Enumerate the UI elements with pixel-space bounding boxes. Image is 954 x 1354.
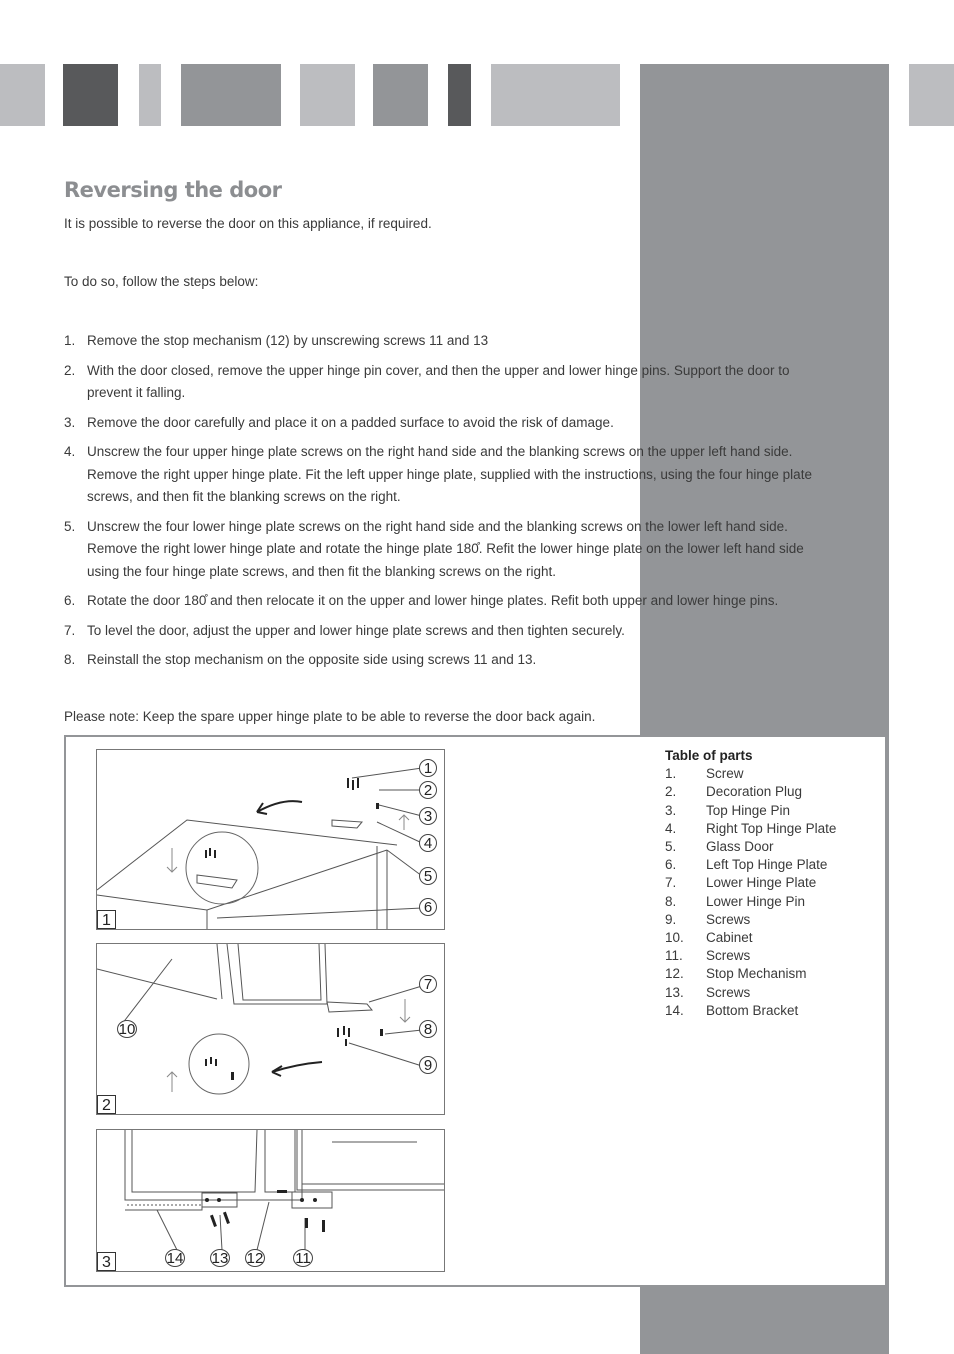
callout-2: 2 [419,781,437,799]
part-number: 14. [665,1002,684,1018]
intro-text: It is possible to reverse the door on this appliance, if required. [64,216,432,231]
step-item [64,516,834,584]
header-block [909,64,954,126]
parts-item [665,1002,836,1020]
callout-5: 5 [419,867,437,885]
callout-9: 9 [419,1056,437,1074]
top-hinge-drawing [97,750,445,930]
parts-item [665,929,836,947]
step-text: Unscrew the four upper hinge plate screws on the right hand side and the blanking screws on the upper left hand side. Remove the right upper hinge plate. Fit the left upper hinge plate, supplied with the instructions, using the four hinge plate screws, and then fit the blanking screws on the right. [87,444,812,504]
part-name: Cabinet [706,930,753,946]
part-name: Top Hinge Pin [706,802,791,818]
step-text: Remove the stop mechanism (12) by unscrewing screws 11 and 13 [87,333,489,348]
panel-number: 3 [97,1252,116,1271]
part-number: 8. [665,893,677,909]
parts-item [665,783,836,801]
step-item [64,620,834,643]
callout-1: 1 [419,759,437,777]
callout-14: 14 [166,1250,184,1267]
step-item [64,412,834,435]
part-name: Right Top Hinge Plate [706,820,837,836]
part-number: 10. [665,930,684,946]
steps-list [64,330,834,679]
parts-item [665,874,836,892]
step-number: 2. [64,362,76,378]
callout-12: 12 [246,1250,264,1267]
step-number: 1. [64,333,76,348]
part-name: Glass Door [706,839,774,855]
header-block [448,64,471,126]
figure-panel-3 [96,1129,445,1272]
step-text: Unscrew the four lower hinge plate screws on the right hand side and the blanking screws on the lower left hand side. Remove the right lower hinge plate and rotate the hinge plate 180̊. Refit the lower hinge plate on the lower left hand side using the four hinge plate screws, and then fit the blanking screws on the right. [87,518,804,579]
part-name: Bottom Bracket [706,1002,799,1018]
part-name: Lower Hinge Pin [706,893,806,909]
figure-panel-2 [96,943,445,1115]
parts-list [665,765,836,1020]
step-number: 8. [64,652,76,667]
step-item [64,360,834,405]
part-name: Screws [706,948,751,964]
step-item [64,590,834,613]
part-number: 9. [665,911,677,927]
part-name: Screw [706,766,744,782]
stop-mechanism-drawing [97,1130,445,1272]
step-text: With the door closed, remove the upper hinge pin cover, and then the upper and lower hinge pins. Support the door to prevent it falling. [87,362,790,400]
step-number: 7. [64,622,76,638]
callout-11: 11 [293,1249,313,1267]
panel-number: 1 [97,910,116,929]
part-number: 4. [665,820,677,836]
callout-3: 3 [419,807,437,825]
part-name: Screws [706,984,751,1000]
parts-item [665,893,836,911]
step-text: Rotate the door 180̊ and then relocate it on the upper and lower hinge plates. Refit both upper and lower hinge pins. [87,593,779,608]
parts-item [665,838,836,856]
parts-item [665,947,836,965]
figure-box [64,735,887,1287]
page-title: Reversing the door [64,178,282,202]
parts-table [665,747,836,1020]
parts-item [665,765,836,783]
header-block [139,64,161,126]
step-text: To level the door, adjust the upper and lower hinge plate screws and then tighten securely. [87,622,625,638]
step-text: Remove the door carefully and place it on a padded surface to avoid the risk of damage. [87,414,614,430]
step-text: Reinstall the stop mechanism on the opposite side using screws 11 and 13. [87,652,537,667]
callout-7: 7 [419,975,437,993]
step-number: 5. [64,518,76,534]
part-name: Screws [706,911,751,927]
part-name: Stop Mechanism [706,966,807,982]
part-number: 1. [665,766,677,782]
step-item [64,649,834,672]
panel-number: 2 [97,1095,116,1114]
parts-item [665,820,836,838]
figure-panel-1 [96,749,445,930]
header-block [491,64,620,126]
step-number: 4. [64,444,76,459]
part-number: 3. [665,802,677,818]
header-block [181,64,281,126]
lead-text: To do so, follow the steps below: [64,274,259,289]
note-text: Please note: Keep the spare upper hinge plate to be able to reverse the door back again. [64,709,596,724]
parts-item [665,984,836,1002]
parts-item [665,802,836,820]
parts-item [665,965,836,983]
step-number: 3. [64,414,76,430]
part-number: 2. [665,784,677,800]
lower-hinge-drawing [97,944,445,1115]
header-block [0,64,45,126]
parts-item [665,911,836,929]
part-name: Left Top Hinge Plate [706,857,828,873]
callout-13: 13 [211,1250,229,1267]
parts-item [665,856,836,874]
header-block [373,64,428,126]
part-name: Decoration Plug [706,784,803,800]
header-block [300,64,355,126]
header-block [63,64,118,126]
callout-10: 10 [118,1021,136,1038]
part-number: 11. [665,948,683,964]
callout-8: 8 [419,1020,437,1038]
step-number: 6. [64,593,76,608]
part-name: Lower Hinge Plate [706,875,817,891]
part-number: 5. [665,839,677,855]
step-item [64,330,834,353]
callout-4: 4 [419,834,437,852]
callout-6: 6 [419,898,437,916]
part-number: 6. [665,857,677,873]
part-number: 7. [665,875,677,891]
part-number: 12. [665,966,684,982]
part-number: 13. [665,984,684,1000]
step-item [64,441,834,509]
parts-table-title: Table of parts [665,748,753,763]
